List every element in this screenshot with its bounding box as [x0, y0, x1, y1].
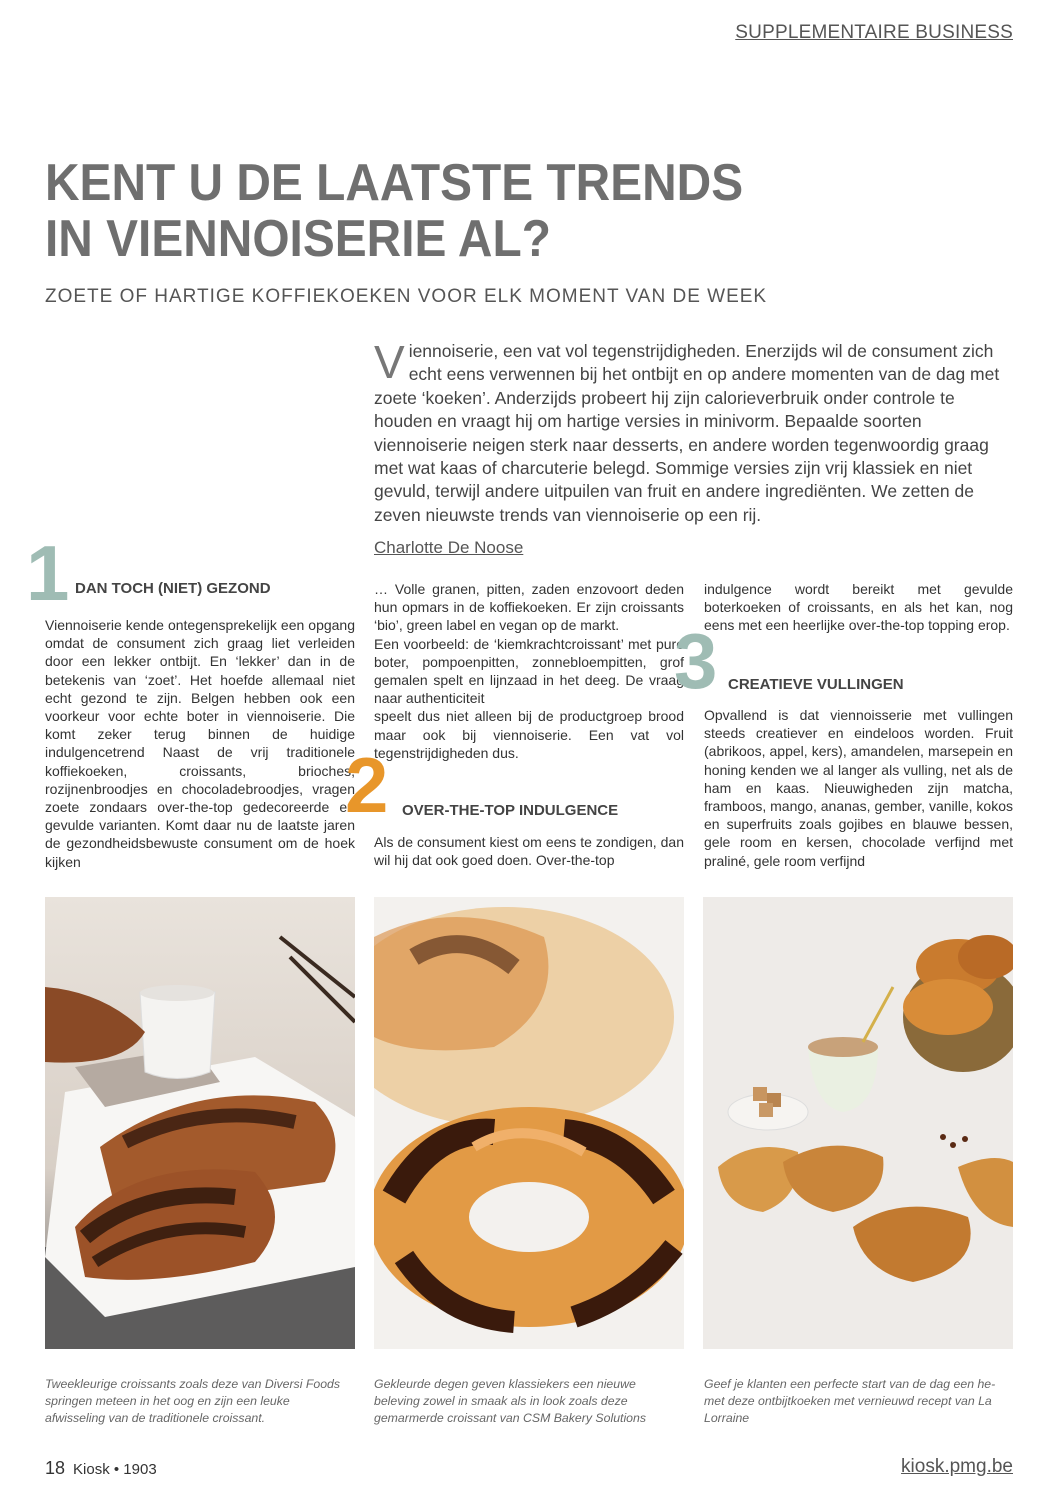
article-title — [45, 155, 873, 267]
author-link[interactable]: Charlotte De Noose — [374, 538, 524, 557]
drop-cap: V — [374, 336, 405, 388]
section-1-paragraph: Viennoiserie kende ontegensprekelijk een opgang omdat de consument zich graag liet verleiden door een lekker ontbijt. En ‘lekker’ dan in de betekenis van ‘zoet’. Het hoefde allemaal niet echt gezond te zijn. Belgen hebben ook een voorkeur voor echte boter in viennoiserie. Die komt zeker terug binnen de huidige indulgencetrend Naast de vrij traditionele koffiekoeken, croissants, brioches, rozijnenbroodjes en chocoladebroodjes, vragen zoete zondaars over-the-top gedecoreerde en gevulde varianten. Komt daar nu de laatste jaren de gezondheidsbewuste consument om de hoek kijken — [45, 617, 355, 870]
section-heading-3: CREATIEVE VULLINGEN — [728, 676, 904, 693]
title-line-1: KENT U DE LAATSTE TRENDS — [45, 154, 744, 212]
footer-page-info — [45, 1458, 157, 1479]
marbled-croissants-image — [45, 897, 355, 1349]
page-number: 18 — [45, 1458, 66, 1478]
photo-marbled-croissants — [45, 897, 355, 1349]
article-subtitle: ZOETE OF HARTIGE KOFFIEKOEKEN VOOR ELK MOMENT VAN DE WEEK — [45, 286, 768, 307]
caption-photo-3: Geef je klanten een perfecte start van de dag een he-met deze ontbijtkoeken met vernieuwd recept van La Lorraine — [704, 1377, 996, 1425]
section-1-continued-a: … Volle granen, pitten, zaden enzovoort deden hun opmars in de koffiekoeken. Er zijn croissants ‘bio’, green label en vegan op de markt. — [374, 581, 684, 634]
section-tag: SUPPLEMENTAIRE BUSINESS — [735, 22, 1013, 43]
intro-text: iennoiserie, een vat vol tegenstrijdigheden. Enerzijds wil de consument zich echt eens verwennen bij het ontbijt en op andere momenten van de dag met zoete ‘koeken’. Anderzijds probeert hij zijn calorieverbruik onder controle te houden en vraagt hij om hartige versies in minivorm. Bepaalde soorten viennoiserie neigen sterk naar desserts, en andere worden tegenwoordig graag met wat kaas of charcuterie belegd. Sommige versies zijn vrij klassiek en niet gevuld, terwijl andere uitpuilen van fruit en andere ingrediënten. We zetten de zeven nieuwste trends van viennoiserie op een rij. — [374, 341, 1000, 525]
section-3-paragraph: Opvallend is dat viennoisserie met vullingen steeds creatiever en eindeloos worden. Fruit (abrikoos, appel, kers), amandelen, marsepein en honing kenden we al langer als vulling, net als de ham en kaas. Nieuwigheden zijn matcha, framboos, mango, ananas, gember, vanille, kokos en superfruits zoals gojibes en blauwe bessen, gele room en kersen, chocolade verfijnd met praliné, gele room verfijnd — [704, 707, 1013, 869]
section-number-2: 2 — [345, 741, 389, 829]
column-1-text — [45, 616, 355, 871]
section-1-continued-c: speelt dus niet alleen bij de productgroep brood maar ook bij viennoiserie. Een vat vol tegenstrijdigheden dus. — [374, 708, 684, 761]
caption-photo-1: Tweekleurige croissants zoals deze van Diversi Foods springen meteen in het oog en zijn een leuke afwisseling van de traditionele croissant. — [45, 1377, 341, 1425]
intro-paragraph — [374, 336, 1014, 527]
column-3-top-text — [704, 580, 1013, 635]
photo-marbled-croissant-ring — [374, 897, 684, 1349]
section-number-3: 3 — [674, 617, 718, 705]
title-line-2: IN VIENNOISERIE AL? — [45, 210, 551, 268]
magazine-issue: Kiosk • 1903 — [73, 1461, 157, 1478]
marbled-croissant-ring-image — [374, 897, 684, 1349]
section-heading-1: DAN TOCH (NIET) GEZOND — [75, 580, 271, 597]
website-link[interactable]: kiosk.pmg.be — [901, 1456, 1013, 1477]
photo-breakfast-pastries — [703, 897, 1013, 1349]
column-2-text — [374, 580, 684, 762]
caption-photo-2: Gekleurde degen geven klassiekers een nieuwe beleving zowel in smaak als in look zoals deze gemarmerde croissant van CSM Bakery Solutions — [374, 1377, 647, 1425]
section-2-continued: indulgence wordt bereikt met gevulde boterkoeken of croissants, en als het kan, nog eens met een heerlijke over-the-top topping erop. — [704, 581, 1013, 634]
section-1-continued-b: Een voorbeeld: de ‘kiemkrachtcroissant’ met pure boter, pompoenpitten, zonnebloempitten, grof gemalen spelt en lijnzaad in het deeg. De vraag naar authenticiteit — [374, 635, 684, 707]
section-number-1: 1 — [26, 529, 70, 617]
section-heading-2: OVER-THE-TOP INDULGENCE — [402, 802, 619, 819]
section-2-paragraph: Als de consument kiest om eens te zondigen, dan wil hij dat ook goed doen. Over-the-top — [374, 834, 684, 869]
breakfast-pastries-image — [703, 897, 1013, 1349]
